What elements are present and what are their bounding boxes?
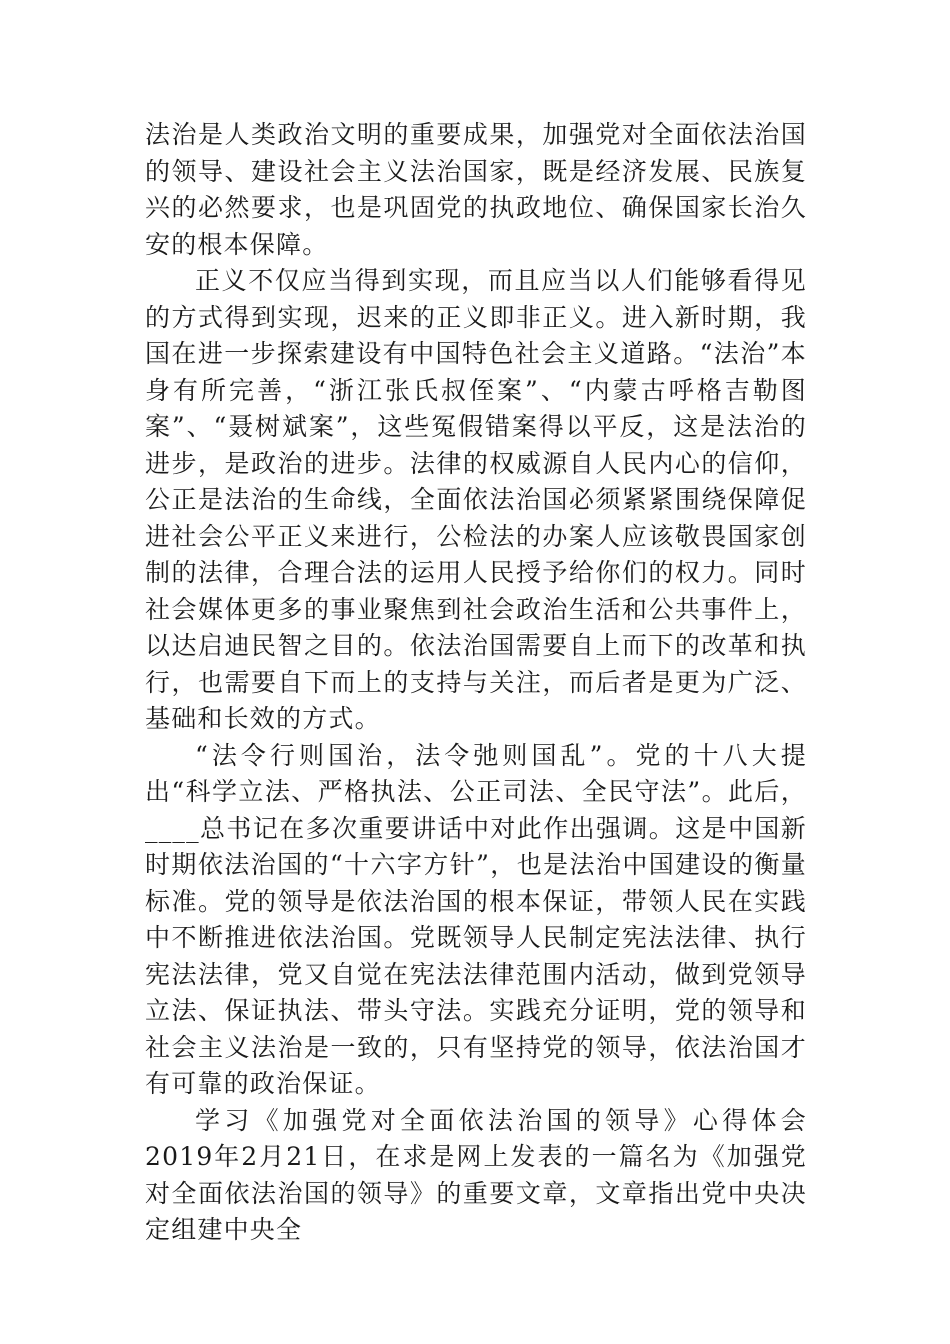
document-body xyxy=(145,117,807,1249)
paragraph-2: 正义不仅应当得到实现，而且应当以人们能够看得见的方式得到实现，迟来的正义即非正义。进入新时期，我国在进一步探索建设有中国特色社会主义道路。“法治”本身有所完善，“浙江张氏叔侄案”、“内蒙古呼格吉勒图案”、“聂树斌案”，这些冤假错案得以平反，这是法治的进步，是政治的进步。法律的权威源自人民内心的信仰，公正是法治的生命线，全面依法治国必须紧紧围绕保障促进社会公平正义来进行，公检法的办案人应该敬畏国家创制的法律，合理合法的运用人民授予给你们的权力。同时社会媒体更多的事业聚焦到社会政治生活和公共事件上，以达启迪民智之目的。依法治国需要自上而下的改革和执行，也需要自下而上的支持与关注，而后者是更为广泛、基础和长效的方式。 xyxy=(145,266,807,733)
paragraph-4: 学习《加强党对全面依法治国的领导》心得体会2019年2月21日，在求是网上发表的一篇名为《加强党对全面依法治国的领导》的重要文章，文章指出党中央决定组建中央全 xyxy=(145,1105,807,1244)
paragraph-1: 法治是人类政治文明的重要成果，加强党对全面依法治国的领导、建设社会主义法治国家，既是经济发展、民族复兴的必然要求，也是巩固党的执政地位、确保国家长治久安的根本保障。 xyxy=(145,120,807,259)
paragraph-3: “法令行则国治，法令弛则国乱”。党的十八大提出“科学立法、严格执法、公正司法、全民守法”。此后，____总书记在多次重要讲话中对此作出强调。这是中国新时期依法治国的“十六字方针”，也是法治中国建设的衡量标准。党的领导是依法治国的根本保证，带领人民在实践中不断推进依法治国。党既领导人民制定宪法法律、执行宪法法律，党又自觉在宪法法律范围内活动，做到党领导立法、保证执法、带头守法。实践充分证明，党的领导和社会主义法治是一致的，只有坚持党的领导，依法治国才有可靠的政治保证。 xyxy=(145,740,807,1098)
